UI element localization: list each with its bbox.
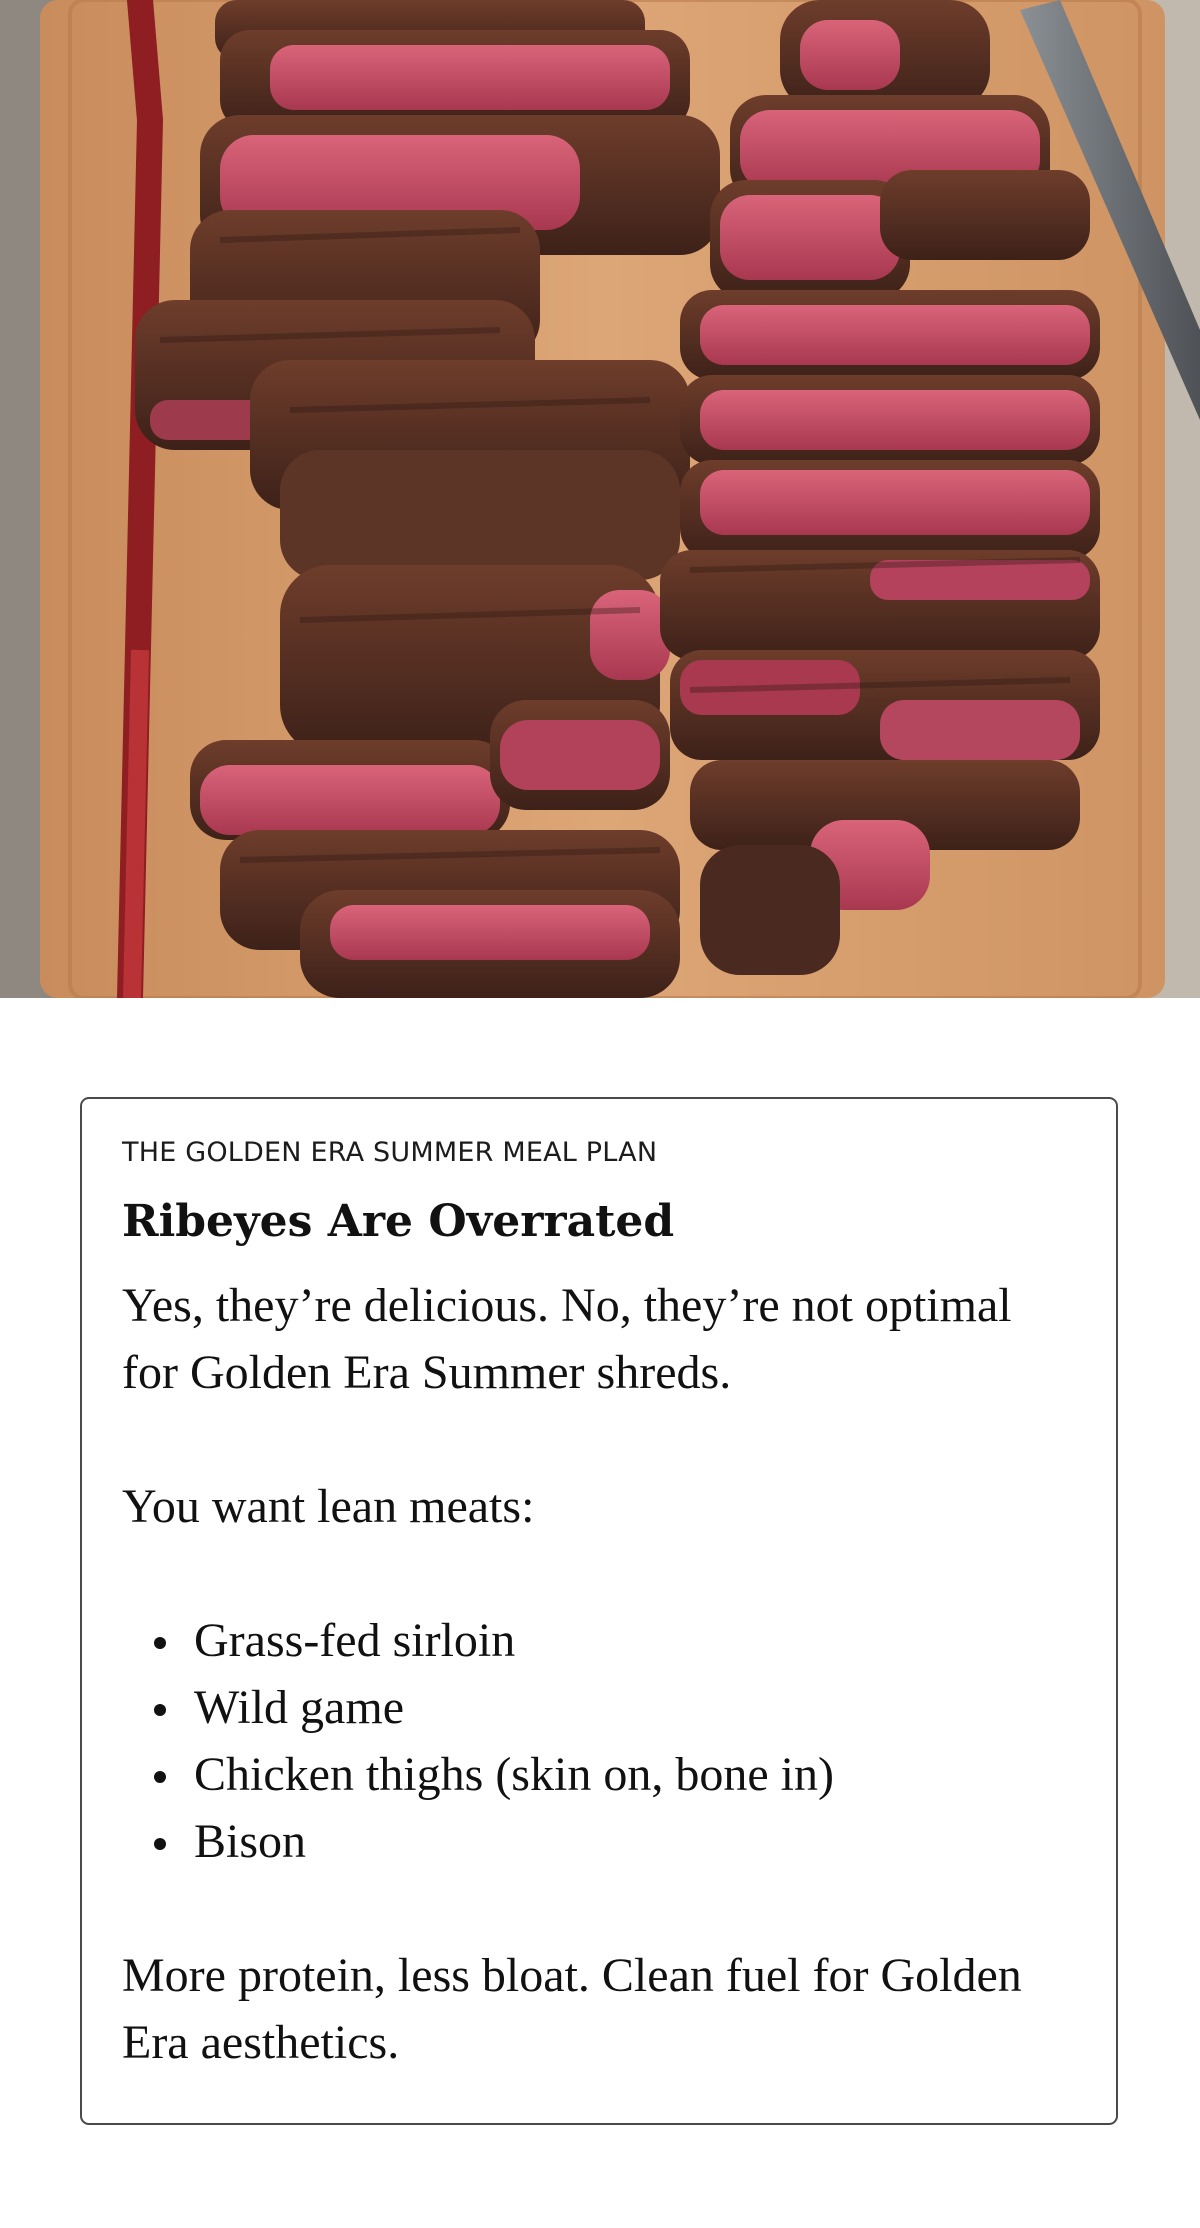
list-item-label: Chicken thighs (skin on, bone in)	[194, 1747, 834, 1801]
bullet-icon	[154, 1704, 166, 1716]
bullet-icon	[154, 1637, 166, 1649]
bullet-icon	[154, 1838, 166, 1850]
card-eyebrow: THE GOLDEN ERA SUMMER MEAL PLAN	[122, 1137, 658, 1168]
card-paragraph-2: You want lean meats:	[122, 1479, 535, 1533]
list-item	[194, 1808, 1076, 1875]
card-title: Ribeyes Are Overrated	[122, 1196, 675, 1248]
list-item-label: Wild game	[194, 1680, 404, 1734]
steak-photo-illustration	[0, 0, 1200, 998]
meal-plan-card	[80, 1097, 1118, 2125]
bullet-icon	[154, 1771, 166, 1783]
card-closing: More protein, less bloat. Clean fuel for Golden Era aesthetics.	[122, 1948, 1022, 2069]
list-item	[194, 1607, 1076, 1674]
list-item	[194, 1741, 1076, 1808]
lean-meats-list	[122, 1607, 1076, 1875]
list-item-label: Bison	[194, 1814, 307, 1868]
list-item-label: Grass-fed sirloin	[194, 1613, 516, 1667]
card-paragraph-1: Yes, they’re delicious. No, they’re not optimal for Golden Era Summer shreds.	[122, 1278, 1012, 1399]
list-item	[194, 1674, 1076, 1741]
hero-photo	[0, 0, 1200, 998]
